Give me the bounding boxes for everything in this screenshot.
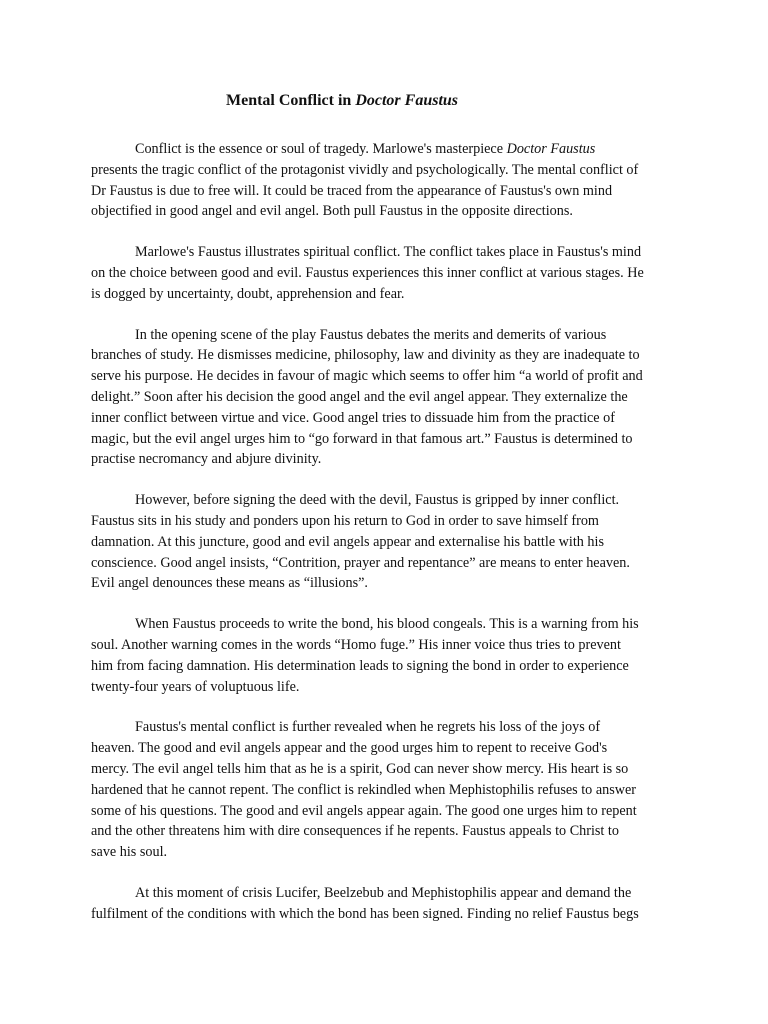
text-line: Dr Faustus is due to free will. It could be traced from the appearance of Faustus's own mind [91, 182, 613, 199]
title-italic-text: Doctor Faustus [355, 92, 459, 109]
text-line: some of his questions. The good and evil angels appear again. The good one urges him to repent [91, 802, 637, 819]
title-text: Mental Conflict in [226, 92, 356, 109]
text-line: twenty-four years of voluptuous life. [91, 678, 300, 695]
text-line: fulfilment of the conditions with which the bond has been signed. Finding no relief Faustus begs [91, 905, 639, 922]
page-title [226, 92, 458, 110]
text-line: Marlowe's Faustus illustrates spiritual conflict. The conflict takes place in Faustus's mind [135, 244, 642, 261]
text-line: However, before signing the deed with the devil, Faustus is gripped by inner conflict. [135, 492, 620, 509]
text-line: magic, but the evil angel urges him to “go forward in that famous art.” Faustus is determined to [91, 430, 633, 447]
text-segment: Conflict is the essence or soul of tragedy. Marlowe's masterpiece [135, 141, 507, 157]
text-line: soul. Another warning comes in the words “Homo fuge.” His inner voice thus tries to prevent [91, 636, 621, 653]
text-line: delight.” Soon after his decision the good angel and the evil angel appear. They externalize the [91, 388, 628, 405]
text-line: heaven. The good and evil angels appear and the good urges him to repent to receive God's [91, 740, 608, 757]
text-line: hardened that he cannot repent. The conflict is rekindled when Mephistophilis refuses to answer [91, 781, 637, 798]
italic-title-reference: Doctor Faustus [506, 141, 596, 157]
text-line: In the opening scene of the play Faustus debates the merits and demerits of various [135, 326, 607, 343]
text-line: presents the tragic conflict of the protagonist vividly and psychologically. The mental conflict of [91, 161, 639, 178]
text-line: and the other threatens him with dire consequences if he repents. Faustus appeals to Christ to [91, 823, 619, 840]
text-line: save his soul. [91, 844, 168, 861]
text-line: serve his purpose. He decides in favour of magic which seems to offer him “a world of profit and [91, 368, 643, 385]
text-line: Faustus's mental conflict is further revealed when he regrets his loss of the joys of [135, 719, 601, 736]
text-line: practise necromancy and abjure divinity. [91, 451, 322, 468]
paragraph [91, 614, 669, 697]
text-line: damnation. At this juncture, good and evil angels appear and externalise his battle with his [91, 533, 604, 550]
paragraph [91, 490, 669, 594]
paragraph [91, 717, 669, 863]
text-line: At this moment of crisis Lucifer, Beelzebub and Mephistophilis appear and demand the [135, 884, 632, 901]
paragraph [91, 242, 669, 304]
paragraph [91, 139, 669, 222]
document-body [91, 139, 669, 945]
text-line: branches of study. He dismisses medicine, philosophy, law and divinity as they are inadequate to [91, 347, 640, 364]
text-line [91, 139, 669, 160]
text-line: on the choice between good and evil. Faustus experiences this inner conflict at various stages. He [91, 264, 644, 281]
text-line: When Faustus proceeds to write the bond, his blood congeals. This is a warning from his [135, 616, 639, 633]
text-line: Evil angel denounces these means as “illusions”. [91, 575, 368, 592]
text-line: is dogged by uncertainty, doubt, apprehension and fear. [91, 285, 405, 302]
paragraph [91, 883, 669, 925]
paragraph [91, 325, 669, 471]
text-line: objectified in good angel and evil angel. Both pull Faustus in the opposite directions. [91, 203, 573, 220]
text-line: mercy. The evil angel tells him that as he is a spirit, God can never show mercy. His heart is so [91, 760, 629, 777]
text-line: conscience. Good angel insists, “Contrition, prayer and repentance” are means to enter heaven. [91, 554, 630, 571]
text-line: him from facing damnation. His determination leads to signing the bond in order to experience [91, 657, 629, 674]
text-line: inner conflict between virtue and vice. Good angel tries to dissuade him from the practice of [91, 409, 615, 426]
text-line: Faustus sits in his study and ponders upon his return to God in order to save himself from [91, 512, 599, 529]
